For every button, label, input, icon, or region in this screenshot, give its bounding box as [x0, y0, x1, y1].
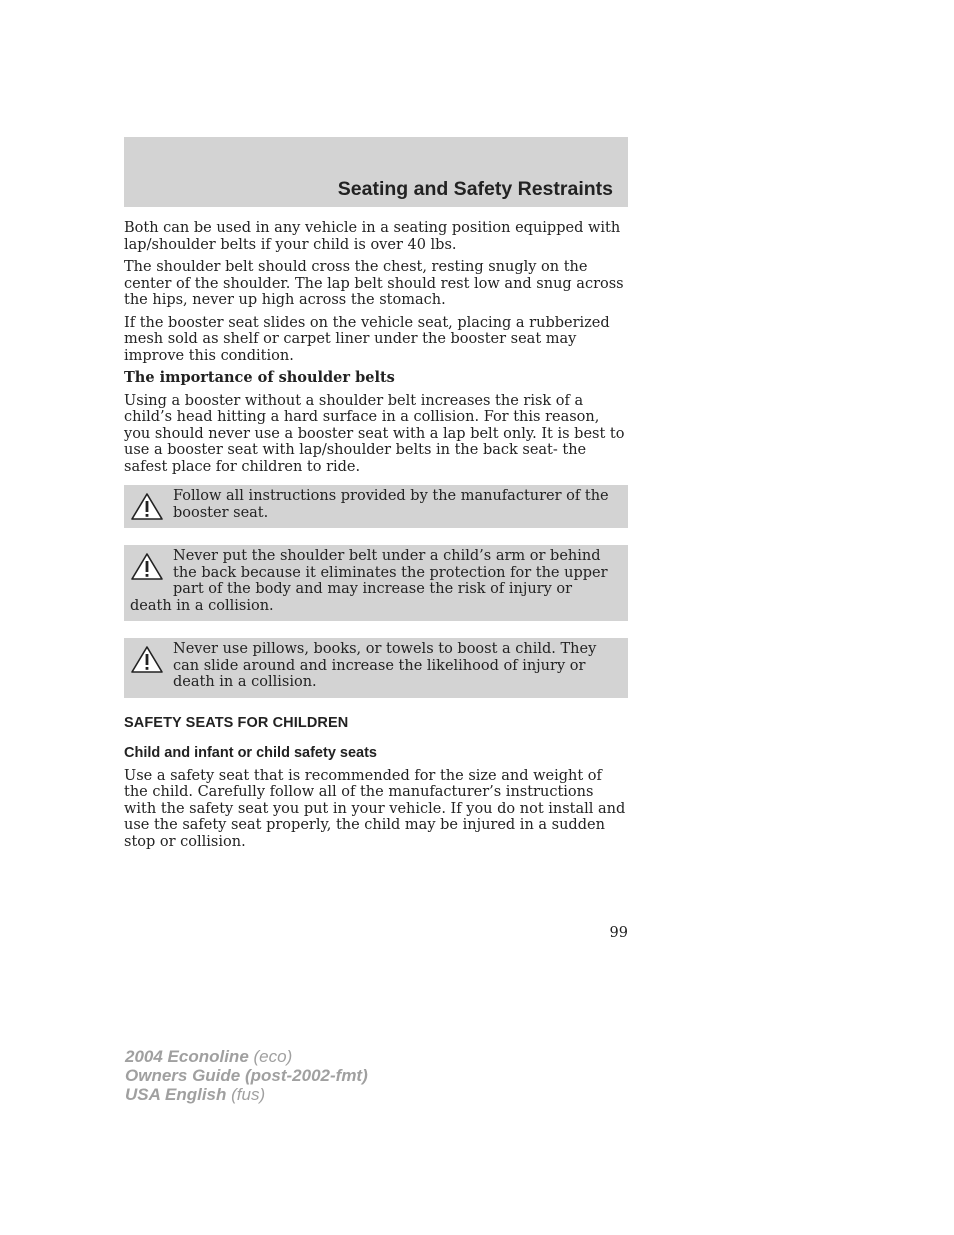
warning-text: Follow all instructions provided by the manufacturer of the booster seat. — [173, 488, 609, 521]
footer-line-guide — [125, 1066, 368, 1085]
footer-language-code: (fus) — [231, 1085, 266, 1104]
paragraph-booster-risk: Using a booster without a shoulder belt increases the risk of a child’s head hitting a hard surface in a collision. For this reason, you should never use a booster seat with a lap belt only. It is best to use a booster seat with lap/shoulder belts in the back seat- the safest place for children to ride. — [124, 392, 625, 475]
warning-triangle-icon — [130, 645, 164, 675]
warning-text: Never use pillows, books, or towels to boost a child. They can slide around and increase the likelihood of injury or death in a collision. — [173, 641, 597, 690]
heading-shoulder-belts: The importance of shoulder belts — [124, 369, 395, 386]
paragraph-booster-slide: If the booster seat slides on the vehicle seat, placing a rubberized mesh sold as shelf or carpet liner under the booster seat may improve this condition. — [124, 314, 610, 364]
footer-line-language — [125, 1085, 368, 1104]
section-header-band — [124, 137, 628, 207]
footer-line-model — [125, 1047, 368, 1066]
subsection-heading: Child and infant or child safety seats — [124, 745, 377, 761]
footer-model: 2004 Econoline — [125, 1047, 249, 1066]
warning-box — [124, 638, 628, 698]
warning-triangle-icon — [130, 492, 164, 522]
section-heading: SAFETY SEATS FOR CHILDREN — [124, 714, 349, 731]
footer-model-code: (eco) — [253, 1047, 293, 1066]
warning-box — [124, 545, 628, 621]
footer-language: USA English — [125, 1085, 227, 1104]
paragraph-shoulder-belt: The shoulder belt should cross the chest, resting snugly on the center of the shoulder. The lap belt should rest low and snug across the hips, never up high across the stomach. — [124, 259, 624, 308]
paragraph-safety-seat: Use a safety seat that is recommended for the size and weight of the child. Carefully follow all of the manufacturer’s instructions with the safety seat you put in your vehicle. If you do not install and use the safety seat properly, the child may be injured in a sudden stop or collision. — [124, 767, 626, 850]
warning-text: Never put the shoulder belt under a child’s arm or behind the back because it eliminates the protection for the upper part of the body and may increase the risk of injury or death in a collision. — [130, 548, 608, 614]
main-content — [124, 220, 628, 856]
footer-guide: Owners Guide (post-2002-fmt) — [125, 1066, 368, 1085]
document-footer — [125, 1047, 368, 1104]
page-title: Seating and Safety Restraints — [337, 178, 613, 200]
warning-triangle-icon — [130, 552, 164, 582]
warning-box — [124, 485, 628, 528]
page-number: 99 — [609, 925, 628, 941]
paragraph-booster-usage: Both can be used in any vehicle in a seating position equipped with lap/shoulder belts if your child is over 40 lbs. — [124, 220, 621, 253]
